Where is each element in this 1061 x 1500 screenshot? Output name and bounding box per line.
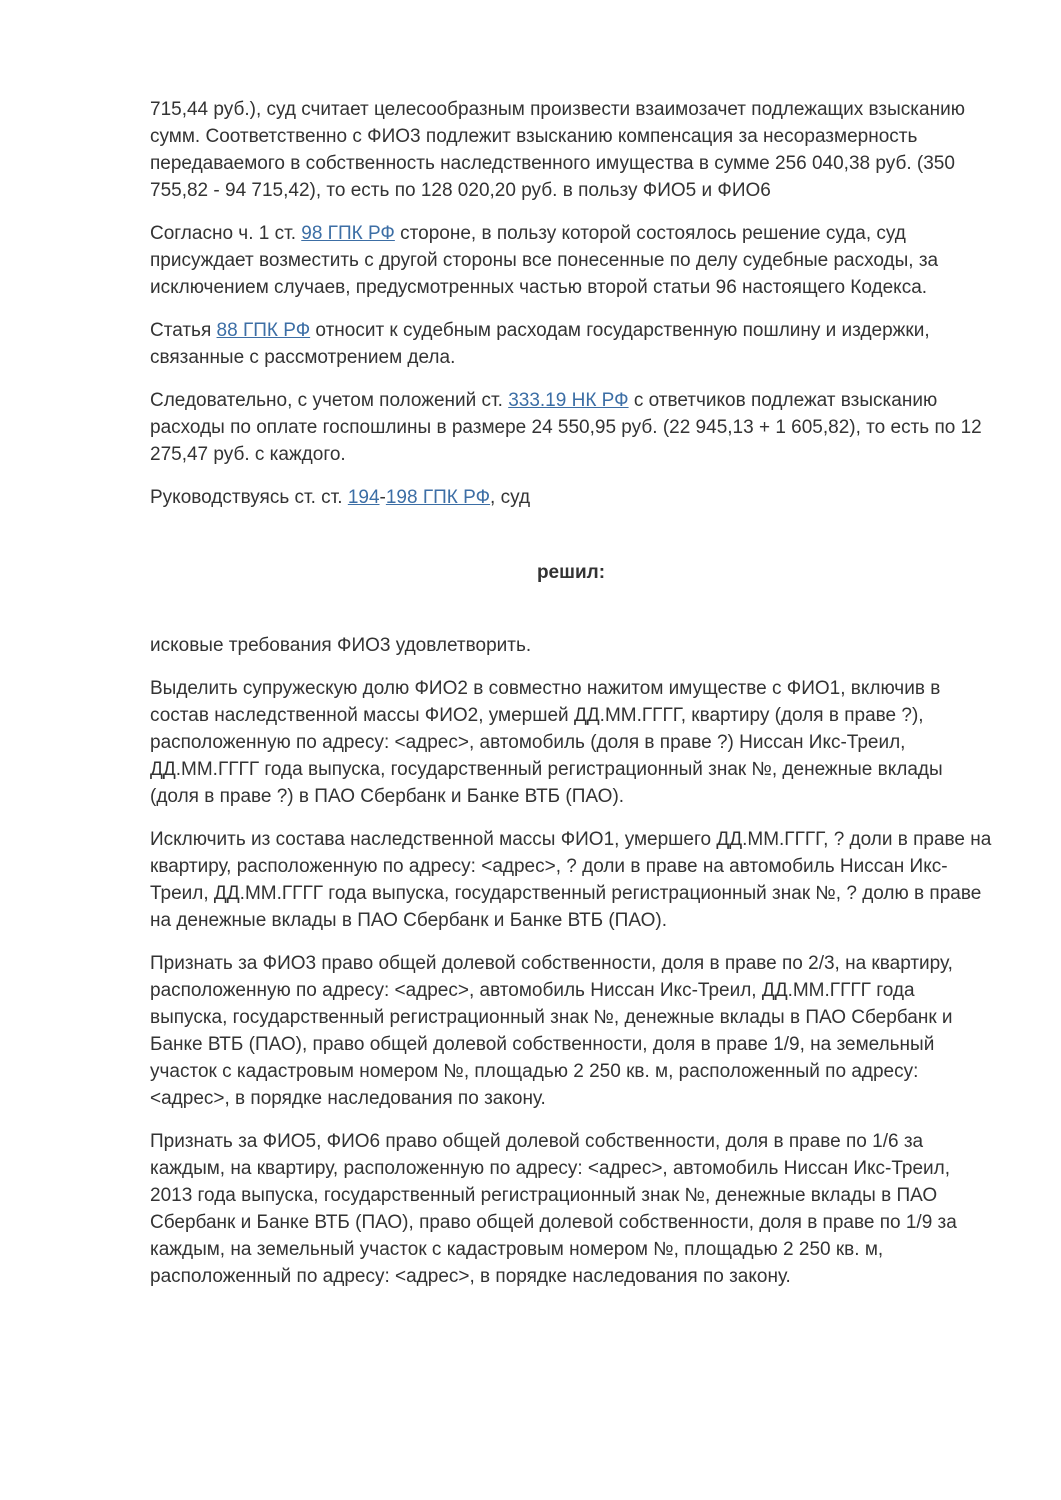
paragraph-text: Признать за ФИО5, ФИО6 право общей долевой собственности, доля в праве по 1/6 за каждым, на квартиру, расположенную по адресу: <адрес>, автомобиль Ниссан Икс-Треил, 2013 года выпуска, государственный регистрационный знак №, денежные вклады в ПАО Сбербанк и Банке ВТБ (ПАО), право общей долевой собственности, доля в праве по 1/9 за каждым, на земельный участок с кадастровым номером №, площадью 2 250 кв. м, расположенный по адресу: <адрес>, в порядке наследования по закону.: [150, 1131, 957, 1287]
ruling-heading: решил:: [536, 562, 606, 583]
paragraph-text: Статья: [150, 320, 217, 341]
law-link-333-19-nk-rf[interactable]: 333.19 НК РФ: [508, 390, 629, 411]
paragraph-claims-satisfied: [150, 632, 992, 659]
paragraph-text: стороне, в пользу которой состоялось решение суда, суд присуждает возместить с другой стороны все понесенные по делу судебные расходы, за исключением случаев, предусмотренных частью второй статьи 96 настоящего Кодекса.: [150, 223, 939, 298]
law-link-194-gpk-rf[interactable]: 194: [347, 487, 380, 508]
law-link-98-gpk-rf[interactable]: 98 ГПК РФ: [301, 223, 395, 244]
paragraph-text: Согласно ч. 1 ст.: [150, 223, 302, 244]
paragraph-text: -: [379, 487, 386, 508]
paragraph-art-333-19-nk: [150, 387, 992, 468]
paragraph-offset-compensation: [150, 96, 992, 204]
paragraph-text: Выделить супружескую долю ФИО2 в совместно нажитом имуществе с ФИО1, включив в состав наследственной массы ФИО2, умершей ДД.ММ.ГГГГ, квартиру (доля в праве ?), расположенную по адресу: <адрес>, автомобиль (доля в праве ?) Ниссан Икс-Треил, ДД.ММ.ГГГГ года выпуска, государственный регистрационный знак №, денежные вклады (доля в праве ?) в ПАО Сбербанк и Банке ВТБ (ПАО).: [150, 678, 943, 807]
paragraph-exclude-from-estate: [150, 826, 992, 934]
paragraph-text: Руководствуясь ст. ст.: [150, 487, 348, 508]
law-link-198-gpk-rf[interactable]: 198 ГПК РФ: [385, 487, 491, 508]
law-link-88-gpk-rf[interactable]: 88 ГПК РФ: [216, 320, 311, 341]
paragraph-text: исковые требования ФИО3 удовлетворить.: [150, 635, 532, 656]
paragraph-recognize-fio3-ownership: [150, 950, 992, 1112]
paragraph-text: с ответчиков подлежат взысканию расходы по оплате госпошлины в размере 24 550,95 руб. (22 945,13 + 1 605,82), то есть по 12 275,47 руб. с каждого.: [150, 390, 982, 465]
paragraph-text: Признать за ФИО3 право общей долевой собственности, доля в праве по 2/3, на квартиру, расположенную по адресу: <адрес>, автомобиль Ниссан Икс-Треил, ДД.ММ.ГГГГ года выпуска, государственный регистрационный знак №, денежные вклады в ПАО Сбербанк и Банке ВТБ (ПАО), право общей долевой собственности, доля в праве 1/9, на земельный участок с кадастровым номером №, площадью 2 250 кв. м, расположенный по адресу: <адрес>, в порядке наследования по закону.: [150, 953, 953, 1109]
paragraph-text: 715,44 руб.), суд считает целесообразным произвести взаимозачет подлежащих взысканию сумм. Соответственно с ФИО3 подлежит взысканию компенсация за несоразмерность передаваемого в собственность наследственного имущества в сумме 256 040,38 руб. (350 755,82 - 94 715,42), то есть по 128 020,20 руб. в пользу ФИО5 и ФИО6: [150, 99, 965, 201]
paragraph-text: Исключить из состава наследственной массы ФИО1, умершего ДД.ММ.ГГГГ, ? доли в праве на квартиру, расположенную по адресу: <адрес>, ? доли в праве на автомобиль Ниссан Икс-Треил, ДД.ММ.ГГГГ года выпуска, государственный регистрационный знак №, ? долю в праве на денежные вклады в ПАО Сбербанк и Банке ВТБ (ПАО).: [150, 829, 992, 931]
paragraph-text: , суд: [490, 487, 531, 508]
paragraph-recognize-fio5-fio6-ownership: [150, 1128, 992, 1290]
court-decision-text: [150, 0, 992, 1290]
paragraph-art-98-gpk: [150, 220, 992, 301]
paragraph-allocate-spousal-share: [150, 675, 992, 810]
paragraph-guided-by: [150, 484, 992, 511]
paragraph-art-88-gpk: [150, 317, 992, 371]
paragraph-text: Следовательно, с учетом положений ст.: [150, 390, 509, 411]
paragraph-text: относит к судебным расходам государственную пошлину и издержки, связанные с рассмотрением дела.: [150, 320, 930, 368]
